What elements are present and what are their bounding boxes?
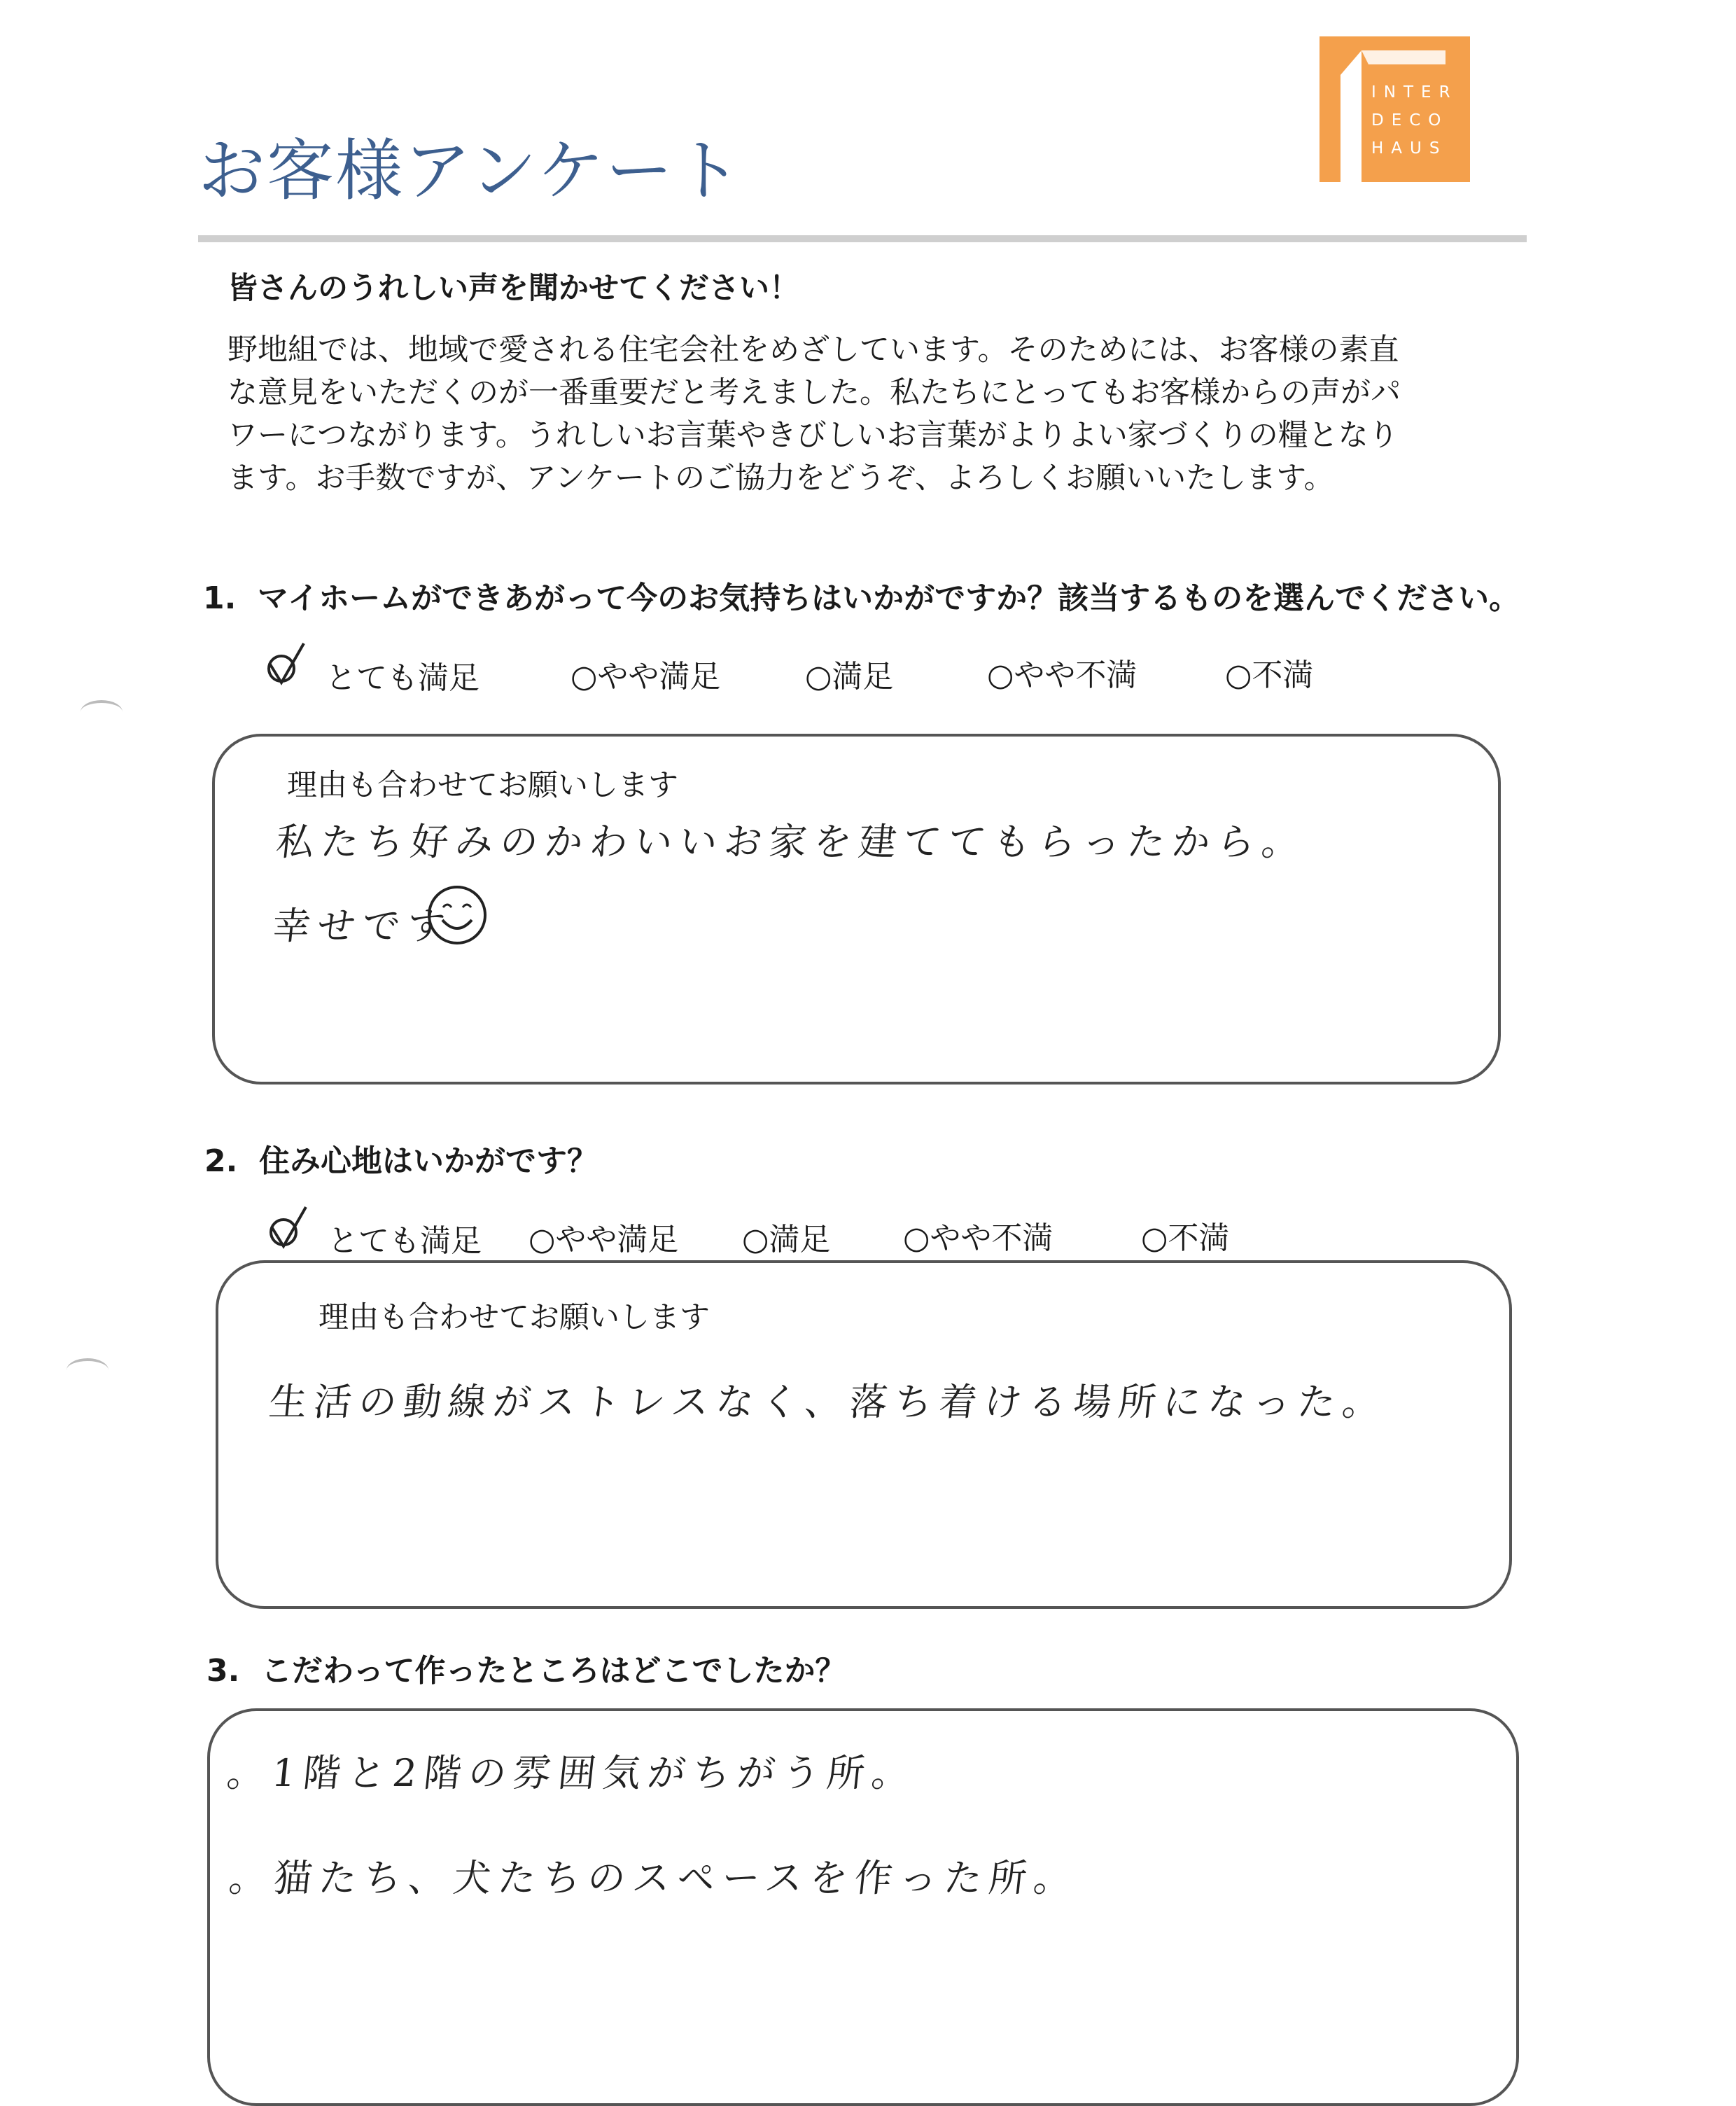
q2-option-very-satisfied[interactable]: とても満足 bbox=[328, 1223, 482, 1259]
logo-line-1: INTER bbox=[1371, 83, 1458, 102]
q2-option-somewhat-satisfied[interactable]: ○やや満足 bbox=[528, 1222, 679, 1257]
intro-line: 野地組では、地域で愛される住宅会社をめざしています。そのためには、お客様の素直 bbox=[227, 333, 1399, 368]
smiley-face-icon bbox=[426, 884, 489, 947]
logo-line-3: HAUS bbox=[1371, 139, 1448, 158]
question-3-text: こだわって作ったところはどこでしたか？ bbox=[260, 1653, 846, 1689]
q3-answer-line-2: 。猫たち、犬たちのスペースを作った所。 bbox=[227, 1856, 1082, 1900]
q1-option-satisfied[interactable]: ○満足 bbox=[805, 659, 894, 695]
check-mark-icon bbox=[262, 1204, 312, 1253]
q1-answer-line-2: 幸せです bbox=[270, 904, 454, 948]
intro-heading: 皆さんのうれしい声を聞かせてください！ bbox=[227, 271, 799, 306]
q1-option-somewhat-dissatisfied[interactable]: ○やや不満 bbox=[987, 657, 1138, 693]
q2-option-somewhat-dissatisfied[interactable]: ○やや不満 bbox=[903, 1220, 1054, 1256]
q2-reason-label: 理由も合わせてお願いします bbox=[318, 1300, 710, 1335]
header-divider bbox=[198, 235, 1527, 242]
question-1-text: マイホームができあがって今のお気持ちはいかがですか？該当するものを選んでください。 bbox=[257, 580, 1520, 616]
q3-answer-line-1: 。1階と2階の雰囲気がちがう所。 bbox=[225, 1751, 919, 1795]
q1-option-dissatisfied[interactable]: ○不満 bbox=[1225, 657, 1314, 693]
punch-hole-bottom bbox=[66, 1358, 108, 1382]
logo-line-2: DECO bbox=[1371, 111, 1449, 130]
q1-answer-line-1: 私たち好みのかわいいお家を建ててもらったから。 bbox=[274, 820, 1309, 864]
intro-line: ワーにつながります。うれしいお言葉やきびしいお言葉がよりよい家づくりの糧となり bbox=[227, 418, 1399, 453]
question-3-number: 3. bbox=[206, 1653, 240, 1689]
q1-reason-label: 理由も合わせてお願いします bbox=[287, 768, 678, 803]
q2-option-satisfied[interactable]: ○満足 bbox=[742, 1222, 831, 1257]
question-1 bbox=[203, 573, 1520, 618]
question-1-number: 1. bbox=[203, 580, 237, 616]
company-logo bbox=[1320, 36, 1470, 182]
question-2-text: 住み心地はいかがです？ bbox=[258, 1143, 598, 1179]
intro-line: ます。お手数ですが、アンケートのご協力をどうぞ、よろしくお願いいたします。 bbox=[227, 461, 1334, 496]
intro-body bbox=[227, 329, 1502, 500]
page-title: お客様アンケート bbox=[198, 132, 743, 210]
question-2-number: 2. bbox=[204, 1143, 238, 1179]
q2-option-dissatisfied[interactable]: ○不満 bbox=[1141, 1220, 1230, 1256]
punch-hole-top bbox=[80, 700, 122, 724]
question-3 bbox=[206, 1645, 846, 1690]
q1-option-very-satisfied[interactable]: とても満足 bbox=[326, 660, 479, 696]
intro-line: な意見をいただくのが一番重要だと考えました。私たちにとってもお客様からの声がパ bbox=[227, 375, 1401, 410]
q2-answer-line-1: 生活の動線がストレスなく、落ち着ける場所になった。 bbox=[267, 1380, 1390, 1424]
check-mark-icon bbox=[260, 641, 309, 690]
question-2 bbox=[204, 1136, 598, 1180]
q1-option-somewhat-satisfied[interactable]: ○やや満足 bbox=[570, 659, 721, 695]
